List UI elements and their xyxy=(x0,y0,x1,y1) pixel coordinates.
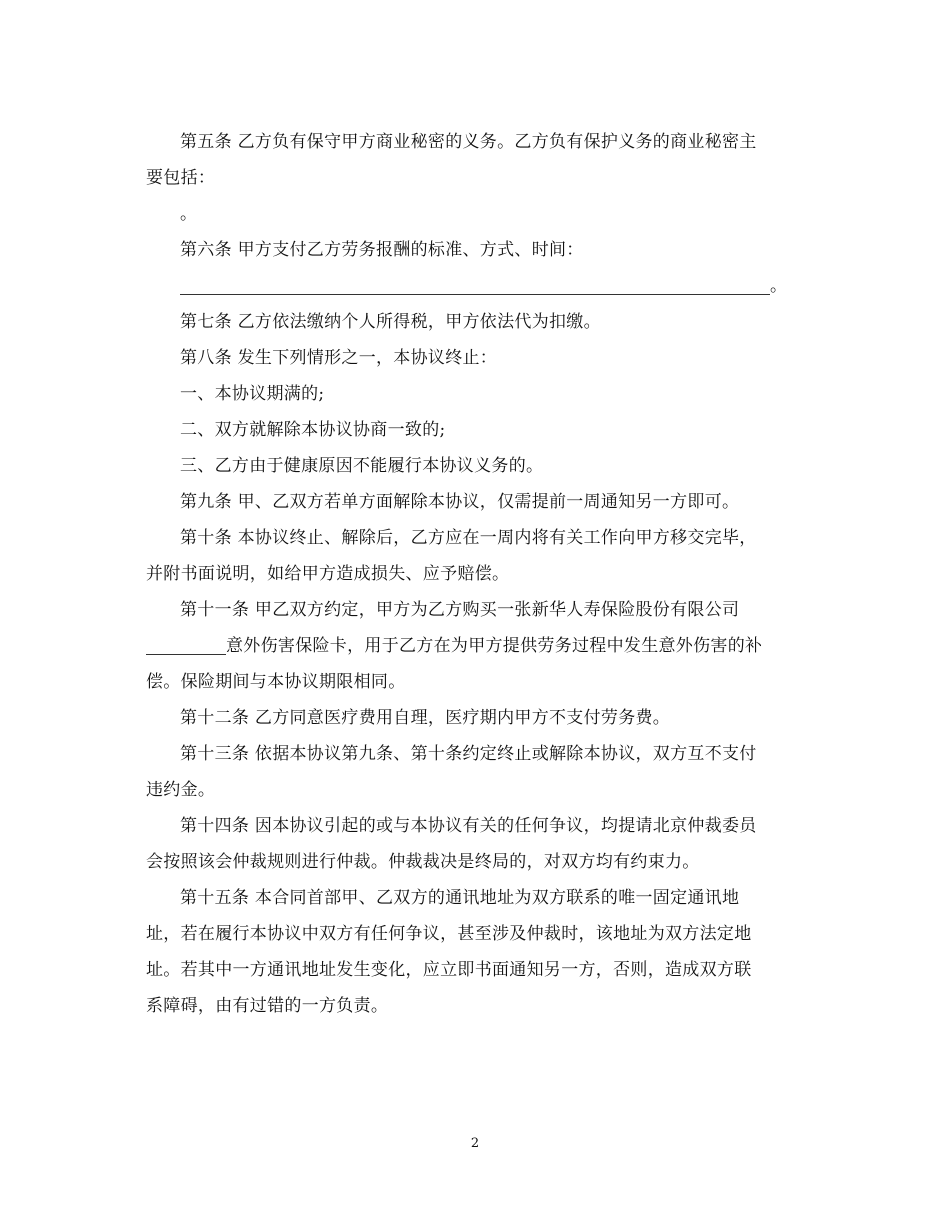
article-11-line-2: 意外伤害保险卡，用于乙方在为甲方提供劳务过程中发生意外伤害的补 xyxy=(226,636,763,656)
article-8-item-2 xyxy=(146,412,806,448)
document-body xyxy=(146,124,806,1024)
article-13-cont xyxy=(146,772,806,808)
article-10-line-2: 并附书面说明，如给甲方造成损失、应予赔偿。 xyxy=(146,564,510,584)
article-11-cont xyxy=(146,628,806,664)
article-5-line-3: 。 xyxy=(180,204,198,224)
article-13-line-2: 违约金。 xyxy=(146,780,216,800)
article-15-line-3: 址。若其中一方通讯地址发生变化，应立即书面通知另一方，否则，造成双方联 xyxy=(146,960,752,980)
article-14 xyxy=(146,808,806,844)
article-7 xyxy=(146,304,806,340)
article-15-cont-3 xyxy=(146,988,806,1024)
article-8-text: 第八条 发生下列情形之一，本协议终止： xyxy=(180,348,498,368)
article-14-line-1: 第十四条 因本协议引起的或与本协议有关的任何争议，均提请北京仲裁委员 xyxy=(180,816,757,836)
article-15-line-2: 址，若在履行本协议中双方有任何争议，甚至涉及仲裁时，该地址为双方法定地 xyxy=(146,924,752,944)
article-9-text: 第九条 甲、乙双方若单方面解除本协议，仅需提前一周通知另一方即可。 xyxy=(180,492,740,512)
article-6-line-2: 。 xyxy=(770,276,788,296)
article-15-cont-2 xyxy=(146,952,806,988)
article-15-line-4: 系障碍，由有过错的一方负责。 xyxy=(146,996,389,1016)
article-14-line-2: 会按照该会仲裁规则进行仲裁。仲裁裁决是终局的，对双方均有约束力。 xyxy=(146,852,700,872)
article-11 xyxy=(146,592,806,628)
article-5-line-2: 要包括： xyxy=(146,168,216,188)
article-12-text: 第十二条 乙方同意医疗费用自理，医疗期内甲方不支付劳务费。 xyxy=(180,708,671,728)
fill-in-blank-line xyxy=(180,274,770,295)
article-8-item-2-text: 二、双方就解除本协议协商一致的; xyxy=(180,420,446,440)
article-5-blank xyxy=(146,196,806,232)
article-10-line-1: 第十条 本协议终止、解除后，乙方应在一周内将有关工作向甲方移交完毕， xyxy=(180,528,757,548)
article-15 xyxy=(146,880,806,916)
article-8-item-3 xyxy=(146,448,806,484)
article-13-line-1: 第十三条 依据本协议第九条、第十条约定终止或解除本协议，双方互不支付 xyxy=(180,744,757,764)
article-8-item-3-text: 三、乙方由于健康原因不能履行本协议义务的。 xyxy=(180,456,544,476)
article-15-line-1: 第十五条 本合同首部甲、乙双方的通讯地址为双方联系的唯一固定通讯地 xyxy=(180,888,740,908)
article-15-cont xyxy=(146,916,806,952)
article-8-item-1-text: 一、本协议期满的; xyxy=(180,384,325,404)
article-5-line-1: 第五条 乙方负有保守甲方商业秘密的义务。乙方负有保护义务的商业秘密主 xyxy=(180,132,757,152)
article-12 xyxy=(146,700,806,736)
article-8 xyxy=(146,340,806,376)
article-10 xyxy=(146,520,806,556)
article-11-line-1: 第十一条 甲乙双方约定，甲方为乙方购买一张新华人寿保险股份有限公司 xyxy=(180,600,740,620)
article-11-line-3: 偿。保险期间与本协议期限相同。 xyxy=(146,672,406,692)
fill-in-blank-short xyxy=(146,634,226,655)
article-11-cont-2 xyxy=(146,664,806,700)
article-5 xyxy=(146,124,806,160)
article-9 xyxy=(146,484,806,520)
article-6-blank xyxy=(146,268,806,304)
article-14-cont xyxy=(146,844,806,880)
article-6 xyxy=(146,232,806,268)
article-5-cont xyxy=(146,160,806,196)
article-7-text: 第七条 乙方依法缴纳个人所得税，甲方依法代为扣缴。 xyxy=(180,312,601,332)
article-6-line-1: 第六条 甲方支付乙方劳务报酬的标准、方式、时间： xyxy=(180,240,584,260)
page-number: 2 xyxy=(470,1136,480,1151)
article-8-item-1 xyxy=(146,376,806,412)
article-10-cont xyxy=(146,556,806,592)
article-13 xyxy=(146,736,806,772)
